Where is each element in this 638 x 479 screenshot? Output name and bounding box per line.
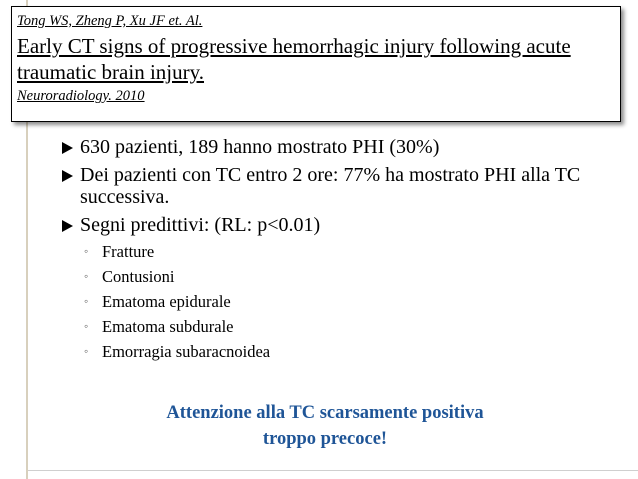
- reference-authors: Tong WS, Zheng P, Xu JF et. Al.: [17, 13, 203, 29]
- arrow-bullet-icon: [62, 142, 73, 154]
- reference-journal: Neuroradiology. 2010: [17, 88, 145, 104]
- sub-bullet-item: [84, 267, 622, 286]
- bullet-item: [62, 136, 622, 158]
- circle-bullet-icon: ◦: [84, 244, 89, 258]
- sub-bullet-text: Emorragia subaracnoidea: [102, 342, 271, 361]
- bullet-text: 630 pazienti, 189 hanno mostrato PHI (30%): [80, 136, 440, 158]
- sub-bullet-text: Fratture: [102, 242, 155, 261]
- circle-bullet-icon: ◦: [84, 344, 89, 358]
- callout-warning: [60, 400, 590, 452]
- arrow-bullet-icon: [62, 220, 73, 232]
- sub-bullet-item: [84, 342, 622, 361]
- arrow-bullet-icon: [62, 170, 73, 182]
- bullet-list: [62, 136, 622, 367]
- bullet-item: [62, 214, 622, 361]
- circle-bullet-icon: ◦: [84, 269, 89, 283]
- bottom-decorative-rule: [28, 470, 638, 471]
- reference-box: [11, 6, 621, 122]
- bullet-text: Segni predittivi: (RL: p<0.01): [80, 214, 321, 236]
- sub-bullet-text: Contusioni: [102, 267, 175, 286]
- reference-title: Early CT signs of progressive hemorrhagic injury following acute traumatic brain injury.: [17, 34, 571, 84]
- sub-bullet-list: [80, 242, 622, 361]
- circle-bullet-icon: ◦: [84, 319, 89, 333]
- sub-bullet-item: [84, 292, 622, 311]
- circle-bullet-icon: ◦: [84, 294, 89, 308]
- sub-bullet-item: [84, 242, 622, 261]
- bullet-item: [62, 164, 622, 208]
- sub-bullet-item: [84, 317, 622, 336]
- sub-bullet-text: Ematoma epidurale: [102, 292, 231, 311]
- sub-bullet-text: Ematoma subdurale: [102, 317, 234, 336]
- callout-line-1: Attenzione alla TC scarsamente positiva: [166, 403, 484, 423]
- callout-line-2: troppo precoce!: [262, 429, 388, 449]
- bullet-text: Dei pazienti con TC entro 2 ore: 77% ha mostrato PHI alla TC successiva.: [80, 164, 581, 208]
